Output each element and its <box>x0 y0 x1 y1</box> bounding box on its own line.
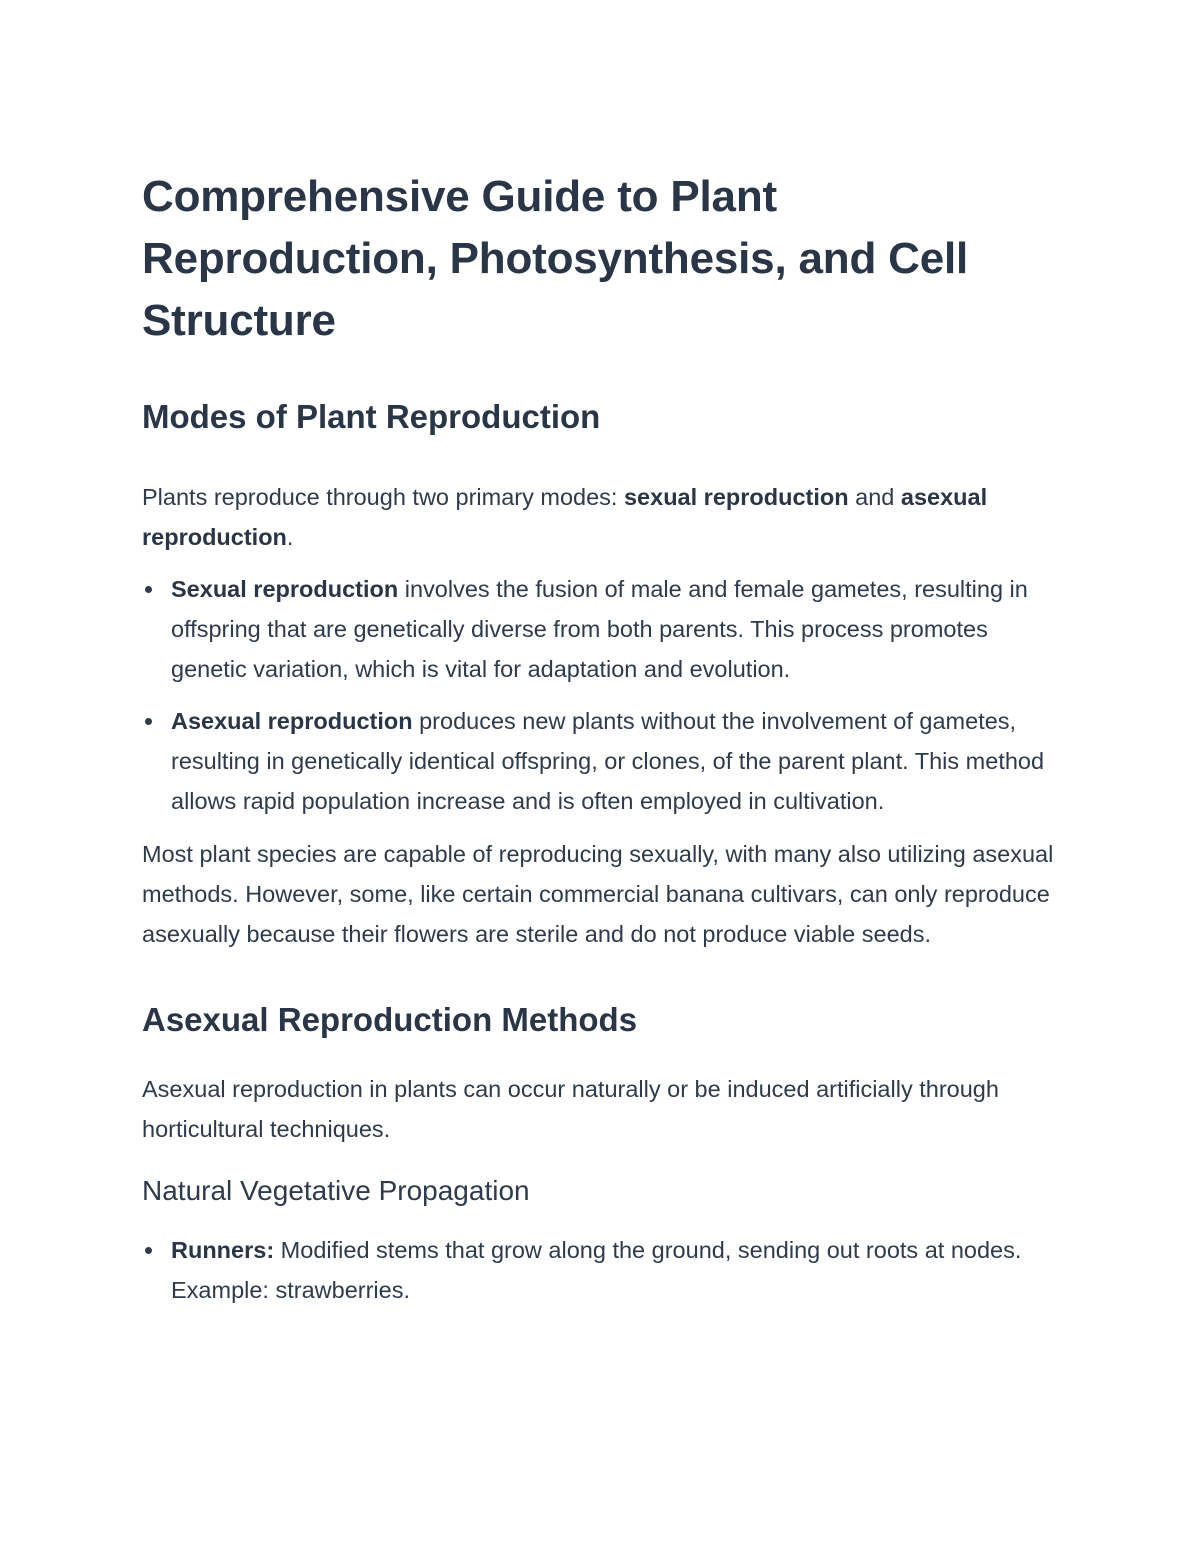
bullet-term: Sexual reproduction <box>171 576 399 602</box>
intro-text-lead: Plants reproduce through two primary modes: <box>142 484 624 510</box>
bullet-dot-icon <box>145 718 152 725</box>
intro-term-sexual: sexual reproduction <box>623 484 849 510</box>
asexual-methods-intro: Asexual reproduction in plants can occur naturally or be induced artificially through horticultural techniques. <box>142 1076 999 1142</box>
subheading-natural-vegetative: Natural Vegetative Propagation <box>142 1175 530 1206</box>
section-heading-asexual-methods: Asexual Reproduction Methods <box>142 1001 638 1038</box>
intro-term-asexual: asexual reproduction <box>142 484 988 550</box>
reproduction-modes-list <box>142 569 1067 821</box>
modes-closing-paragraph: Most plant species are capable of reproducing sexually, with many also utilizing asexual methods. However, some, like certain commercial banana cultivars, can only reproduce asexually because their flowers are sterile and do not produce viable seeds. <box>142 841 1054 947</box>
bullet-text: produces new plants without the involvement of gametes, resulting in genetically identical offspring, or clones, of the parent plant. This method allows rapid population increase and is often employed in cultivation. <box>171 708 1045 814</box>
list-item-asexual <box>142 701 1067 821</box>
intro-text-end: . <box>286 524 294 550</box>
bullet-text: Modified stems that grow along the ground, sending out roots at nodes. Example: strawberries. <box>171 1237 1022 1303</box>
bullet-dot-icon <box>145 1247 152 1254</box>
section-heading-modes: Modes of Plant Reproduction <box>142 398 601 435</box>
intro-text-mid: and <box>848 484 901 510</box>
document-page <box>142 166 1067 1322</box>
bullet-term: Runners: <box>171 1237 275 1263</box>
bullet-dot-icon <box>145 586 152 593</box>
list-item-runners <box>142 1230 1067 1310</box>
vegetative-methods-list <box>142 1230 1067 1310</box>
document-title: Comprehensive Guide to Plant Reproduction, Photosynthesis, and Cell Structure <box>142 172 969 345</box>
list-item-sexual <box>142 569 1067 689</box>
modes-intro-paragraph <box>142 477 1067 557</box>
bullet-text: involves the fusion of male and female gametes, resulting in offspring that are genetically diverse from both parents. This process promotes genetic variation, which is vital for adaptation and evolution. <box>171 576 1028 682</box>
bullet-term: Asexual reproduction <box>171 708 413 734</box>
